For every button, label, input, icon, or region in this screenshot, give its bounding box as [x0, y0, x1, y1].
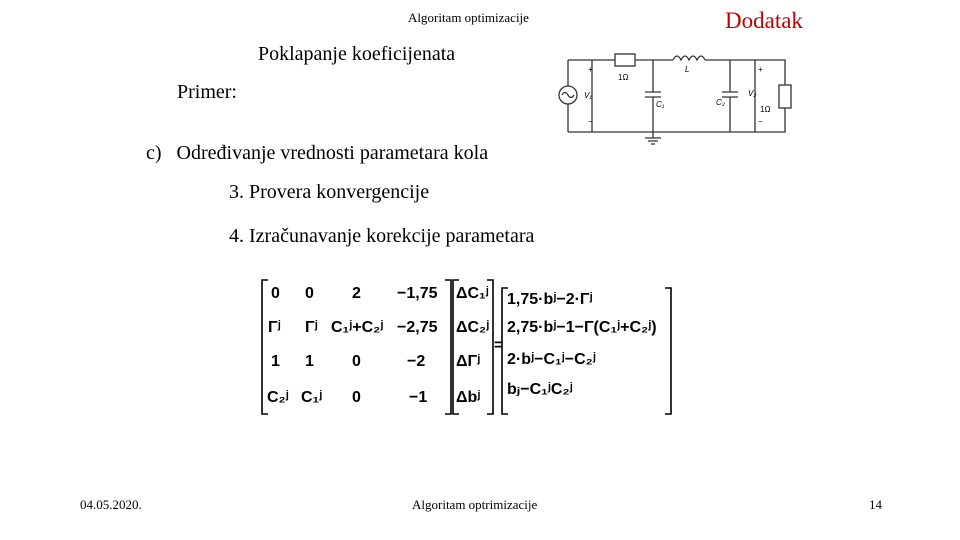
unknown-entry: Δbʲ — [456, 389, 481, 406]
item-c-heading: c) Određivanje vrednosti parametara kola — [146, 142, 489, 164]
footer-title: Algoritam optrimizacije — [412, 497, 538, 512]
v1-minus: − — [588, 117, 593, 126]
matrix-cell: −1,75 — [397, 285, 438, 302]
v2-minus: − — [758, 117, 763, 126]
matrix-cell: 0 — [305, 285, 314, 302]
matrix-cell: C₁ʲ+C₂ʲ — [331, 319, 384, 336]
matrix-cell: −2 — [407, 353, 426, 370]
matrix-cell: 0 — [352, 353, 361, 370]
rhs-entry: 1,75·bʲ−2·Γʲ — [507, 291, 593, 308]
page-number: 14 — [869, 497, 882, 512]
circuit-diagram — [555, 50, 795, 150]
matrix-cell: 2 — [352, 285, 361, 302]
rhs-right-bracket — [665, 288, 671, 414]
v1-plus: + — [588, 65, 593, 74]
unknown-entry: ΔC₁ʲ — [456, 285, 489, 302]
v2-plus: + — [758, 65, 763, 74]
r1-label: 1Ω — [618, 73, 629, 82]
r2-label: 1Ω — [760, 105, 771, 114]
v1-label: V₁ — [584, 91, 592, 100]
matrix-equation — [255, 272, 685, 422]
matrix-cell: 0 — [352, 389, 361, 406]
l-label: L — [685, 65, 690, 74]
footer-date: 04.05.2020. — [80, 497, 142, 512]
matrix-cell: C₁ʲ — [301, 389, 323, 406]
matrix-right-bracket — [445, 280, 451, 414]
c1-label: C₁ — [656, 100, 665, 109]
equals-sign: = — [494, 337, 504, 354]
header-title: Algoritam optimizacije — [408, 10, 529, 25]
unknown-entry: ΔC₂ʲ — [456, 319, 490, 336]
c2-label: C₂ — [716, 98, 725, 107]
step-4-heading: 4. Izračunavanje korekcije parametara — [229, 225, 535, 247]
matrix-cell: 1 — [305, 353, 314, 370]
inductor-l — [673, 56, 705, 60]
v2-label: V₂ — [748, 89, 757, 98]
resistor-r1 — [615, 54, 635, 66]
rhs-entry: 2·bʲ−C₁ʲ−C₂ʲ — [507, 351, 596, 368]
rhs-entry: 2,75·bʲ−1−Γ(C₁ʲ+C₂ʲ) — [507, 319, 657, 336]
matrix-cell: 1 — [271, 353, 280, 370]
rhs-entry: bⱼ−C₁ʲC₂ʲ — [507, 381, 573, 398]
section-tag: Dodatak — [725, 8, 803, 33]
matrix-cell: −1 — [409, 389, 428, 406]
slide-heading: Poklapanje koeficijenata — [258, 43, 456, 65]
matrix-cell: Γʲ — [268, 319, 281, 336]
example-label: Primer: — [177, 81, 237, 103]
resistor-r2 — [779, 85, 791, 108]
matrix-cell: Γʲ — [305, 319, 318, 336]
unknown-entry: ΔΓʲ — [456, 353, 481, 370]
matrix-cell: 0 — [271, 285, 280, 302]
step-3-heading: 3. Provera konvergencije — [229, 181, 430, 203]
matrix-cell: C₂ʲ — [267, 389, 289, 406]
matrix-cell: −2,75 — [397, 319, 438, 336]
